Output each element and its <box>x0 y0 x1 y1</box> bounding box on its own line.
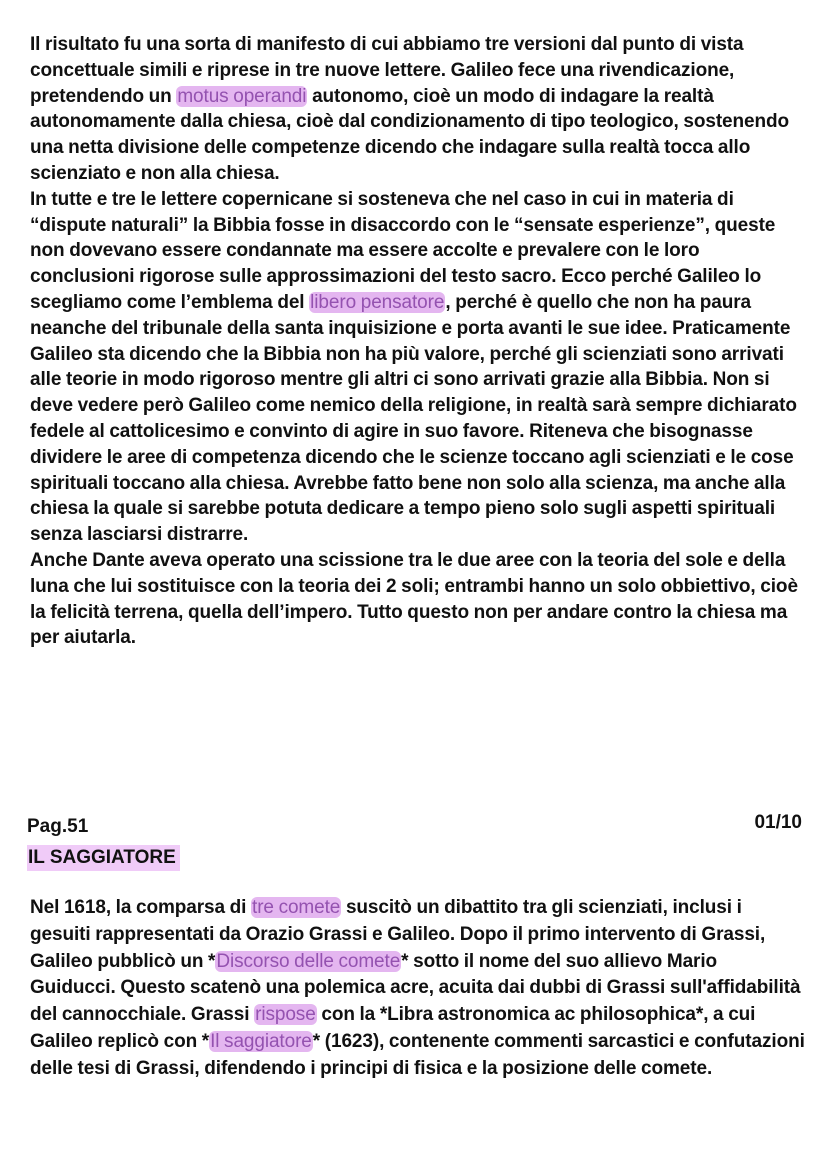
text-segment: * (1623), contenente commenti sarcastici e confutazioni delle tesi di Grassi, difendendo i principi di fisica e la posizione delle comete. <box>30 1030 805 1079</box>
text-segment: In tutte e tre le lettere copernicane si sosteneva che nel caso in cui in materia di “dispute naturali” la Bibbia fosse in disaccordo con le “sensate esperienze”, queste non dovevano essere condannate ma essere accolte e prevalere con le loro conclusioni rigorose sulle approssimazioni del testo sacro. Ecco perché Galileo lo scegliamo come l’emblema del <box>30 188 776 313</box>
text-segment: con la *Libra astronomica ac philosophica*, a cui Galileo replicò con * <box>30 1004 756 1052</box>
highlighted-term: tre comete <box>252 897 341 918</box>
text-segment: Nel 1618, la comparsa di <box>30 897 252 918</box>
highlighted-term: Il saggiatore <box>210 1030 312 1052</box>
text-segment: suscitò un dibattito tra gli scienziati, inclusi i gesuiti rappresentati da Orazio Grassi e Galileo. Dopo il primo intervento di Grassi, Galileo pubblicò un * <box>30 897 766 972</box>
highlighted-term: Discorso delle comete <box>216 950 401 972</box>
body-text-block-1 <box>30 32 806 651</box>
date-label: 01/10 <box>754 812 802 833</box>
text-segment: Il risultato fu una sorta di manifesto di cui abbiamo tre versioni dal punto di vista concettuale simili e riprese in tre nuove lettere. Galileo fece una rivendicazione, pretendendo un <box>30 34 744 107</box>
body-text-block-2 <box>30 895 806 1083</box>
highlighted-term: libero pensatore <box>310 291 445 313</box>
text-segment: , perché è quello che non ha paura neanche del tribunale della santa inquisizione e porta avanti le sue idee. Praticamente Galileo sta dicendo che la Bibbia non ha più valore, perché gli scienziati sono arrivati alle teorie in modo rigoroso mentre gli altri ci sono arrivati grazie alla Bibbia. Non si deve vedere però Galileo come nemico della religione, in realtà sarà sempre dichiarato fedele al cattolicesimo e convinto di agire in suo favore. Riteneva che bisognasse dividere le aree di competenza dicendo che le scienze toccano agli scienziati e le cose spirituali toccano alla chiesa. Avrebbe fatto bene non solo alla scienza, ma anche alla chiesa la quale si sarebbe potuta dedicare a tempo pieno solo sugli aspetti spirituali senza lasciarsi distrarre. <box>30 291 797 546</box>
page-number: Pag.51 <box>27 816 89 837</box>
text-segment: autonomo, cioè un modo di indagare la realtà autonomamente dalla chiesa, cioè dal condizionamento di tipo teologico, sostenendo una netta divisione delle competenze dicendo che indagare sulla realtà tocca allo scienziato e non alla chiesa. <box>30 85 790 184</box>
highlighted-term: rispose <box>255 1004 316 1026</box>
highlighted-term: motus operandi <box>177 85 307 107</box>
section-title: IL SAGGIATORE <box>27 845 180 871</box>
text-segment: * sotto il nome del suo allievo Mario Guiducci. Questo scatenò una polemica acre, acuita dai dubbi di Grassi sull'affidabilità del cannocchiale. Grassi <box>30 950 801 1026</box>
text-segment: Anche Dante aveva operato una scissione tra le due aree con la teoria del sole e della luna che lui sostituisce con la teoria dei 2 soli; entrambi hanno un solo obbiettivo, cioè la felicità terrena, quella dell’impero. Tutto questo non per andare contro la chiesa ma per aiutarla. <box>30 549 798 649</box>
